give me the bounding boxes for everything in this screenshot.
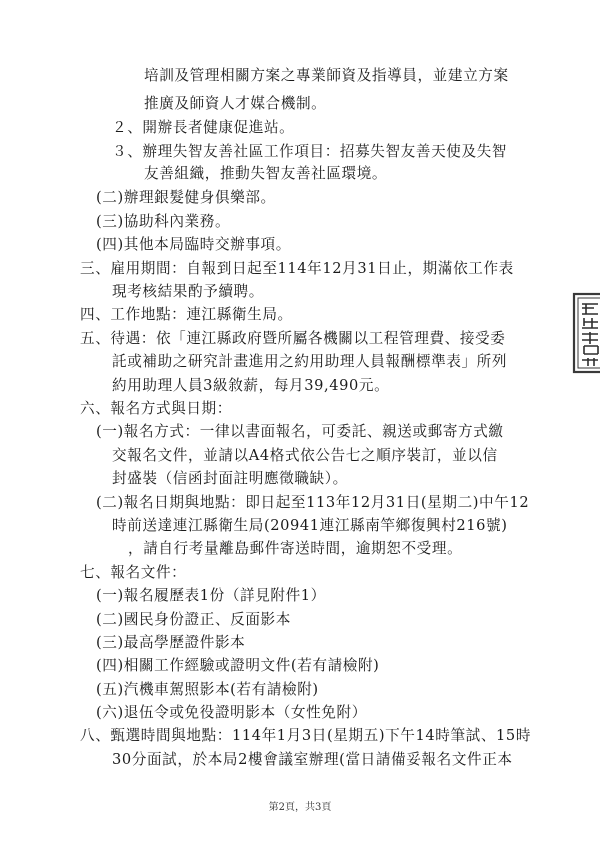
text-line: 約用助理人員3級敘薪，每月39,490元。 <box>112 377 390 394</box>
text-line: 30分面試，於本局2樓會議室辦理(當日請備妥報名文件正本 <box>112 751 513 768</box>
text-line: (六)退伍令或免役證明影本（女性免附） <box>96 704 367 721</box>
page-footer: 第2頁，共3頁 <box>268 802 332 813</box>
text-line: (四)相關工作經驗或證明文件(若有請檢附) <box>96 657 380 674</box>
text-line: 七、報名文件： <box>80 564 187 581</box>
text-line: 六、報名方式與日期： <box>80 400 232 417</box>
text-line: 時前送達連江縣衛生局(20941連江縣南竿鄉復興村216號) <box>112 517 508 534</box>
text-line: 三、雇用期間：自報到日起至114年12月31日止，期滿依工作表 <box>80 260 514 277</box>
text-line: 五、待遇：依「連江縣政府暨所屬各機關以工程管理費、接受委 <box>80 330 506 347</box>
text-line: (二)辦理銀髮健身俱樂部。 <box>96 189 276 206</box>
text-line: ２、開辦長者健康促進站。 <box>112 119 295 136</box>
text-line: 現考核結果酌予續聘。 <box>112 283 264 300</box>
text-line: 八、甄選時間與地點：114年1月3日(星期五)下午14時筆試、15時 <box>80 727 532 744</box>
text-line: 交報名文件，並請以A4格式依公告七之順序裝訂，並以信 <box>112 447 498 464</box>
text-line: 託或補助之研究計畫進用之約用助理人員報酬標準表」所列 <box>112 353 508 370</box>
text-line: (四)其他本局臨時交辦事項。 <box>96 236 291 253</box>
text-line: (二)報名日期與地點：即日起至113年12月31日(星期二)中午12 <box>96 494 530 511</box>
text-line: (二)國民身份證正、反面影本 <box>96 611 291 628</box>
text-line: (五)汽機車駕照影本(若有請檢附) <box>96 681 319 698</box>
text-line: 友善組織，推動失智友善社區環境。 <box>144 165 388 182</box>
text-line: 培訓及管理相關方案之專業師資及指導員，並建立方案 <box>144 67 509 84</box>
text-line: (三)最高學歷證件影本 <box>96 634 246 651</box>
text-line: ３、辦理失智友善社區工作項目：招募失智友善天使及失智 <box>112 143 508 160</box>
seal-stamp-graphic <box>572 292 600 374</box>
text-line: (一)報名履歷表1份（詳見附件1） <box>96 587 326 604</box>
seal-stamp-fragment <box>572 292 600 374</box>
text-line: ，請自行考量離島郵件寄送時間，逾期恕不受理。 <box>128 540 463 557</box>
text-line: (一)報名方式：一律以書面報名，可委託、親送或郵寄方式繳 <box>96 423 504 440</box>
text-line: 推廣及師資人才媒合機制。 <box>144 95 327 112</box>
text-line: (三)協助科內業務。 <box>96 213 231 230</box>
text-line: 封盛裝（信函封面註明應徵職缺）。 <box>112 470 348 487</box>
text-line: 四、工作地點：連江縣衛生局。 <box>80 306 293 323</box>
